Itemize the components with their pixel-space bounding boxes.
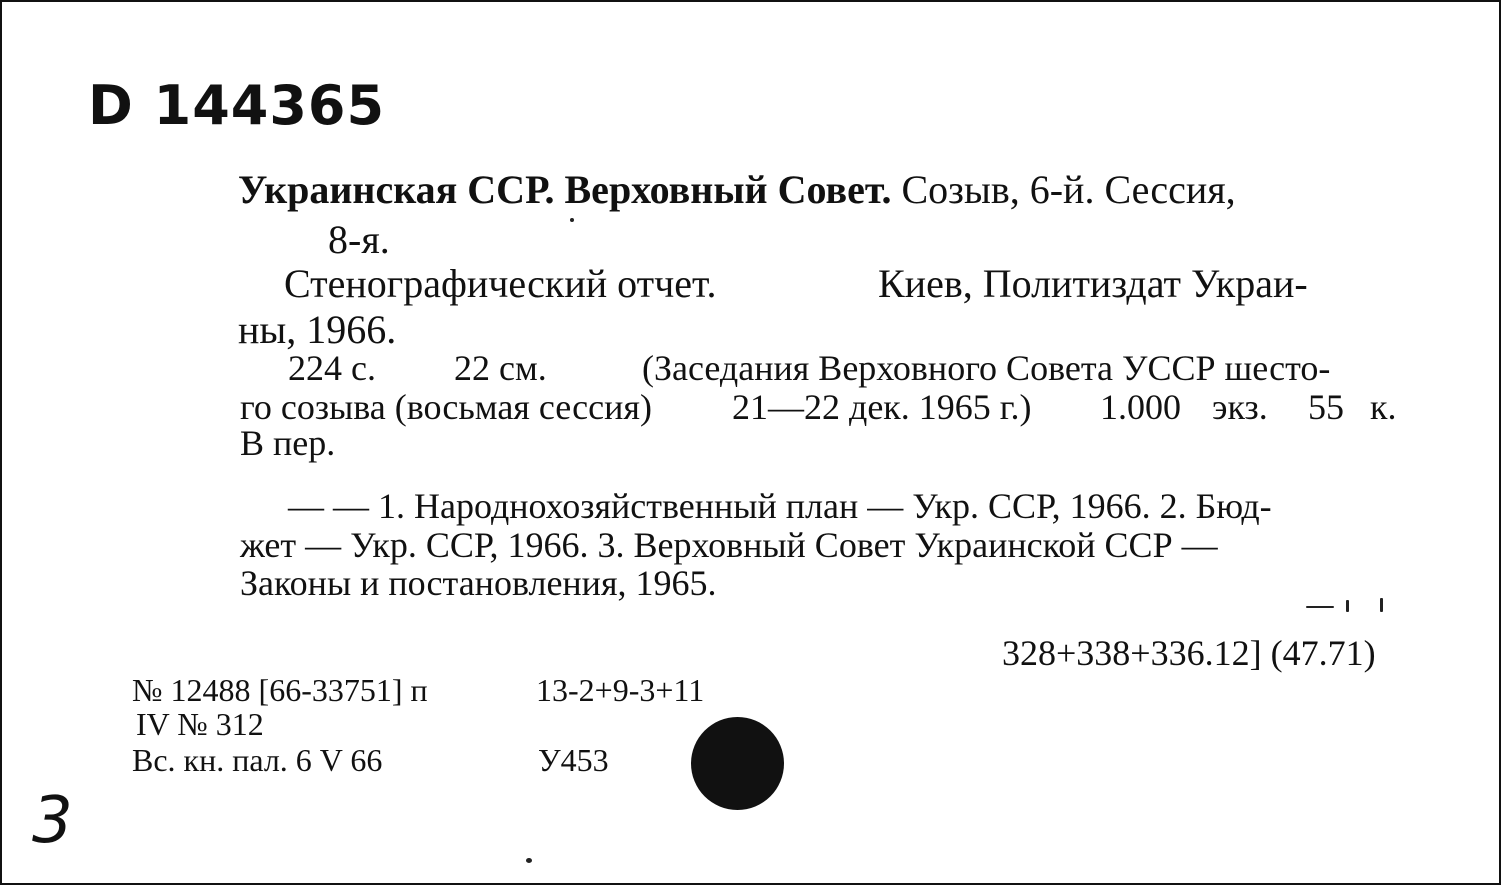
heading-continuation: 8-я. — [328, 217, 390, 262]
classification-index: 328+338+336.12] (47.71) — [1002, 633, 1376, 673]
footer-chamber: Вс. кн. пал. 6 V 66 — [132, 742, 383, 778]
series-note: (Заседания Верховного Совета УССР шесто- — [642, 348, 1331, 388]
speck — [526, 858, 532, 863]
footer-number: IV № 312 — [136, 706, 264, 742]
handwritten-mark: 3 — [32, 784, 74, 858]
punch-hole — [691, 717, 784, 810]
price-unit: к. — [1370, 387, 1397, 427]
heading-session: Созыв, 6-й. Сессия, — [901, 167, 1236, 212]
accession-number: D 144365 — [88, 74, 386, 137]
footer-index: 13-2+9-3+11 — [536, 672, 705, 708]
collation-pages: 224 с. — [288, 348, 376, 388]
price: 55 — [1308, 387, 1344, 427]
session-dates: 21—22 дек. 1965 г.) — [732, 387, 1032, 427]
footer-registration: № 12488 [66-33751] п — [132, 672, 428, 708]
series-note-cont: го созыва (восьмая сессия) — [240, 387, 652, 427]
footer-code: У453 — [538, 742, 609, 778]
heading-author: Украинская ССР. Верховный Совет. — [238, 167, 892, 212]
title-statement: Стенографический отчет. — [284, 261, 717, 306]
speck — [1306, 606, 1334, 608]
print-run-unit: экз. — [1212, 387, 1268, 427]
binding: В пер. — [240, 423, 336, 463]
subject-line-1: — — 1. Народнохозяйственный план — Укр. ССР, 1966. 2. Бюд- — [288, 486, 1272, 526]
subject-line-2: жет — Укр. ССР, 1966. 3. Верховный Совет Украинской ССР — — [240, 525, 1218, 565]
speck — [1346, 600, 1349, 612]
subject-line-3: Законы и постановления, 1965. — [240, 563, 717, 603]
print-run: 1.000 — [1100, 387, 1181, 427]
imprint-place-publisher: Киев, Политиздат Украи- — [878, 261, 1308, 306]
heading-line — [238, 166, 1236, 213]
collation-size: 22 см. — [454, 348, 547, 388]
speck — [570, 218, 574, 222]
imprint-year: ны, 1966. — [238, 307, 397, 352]
speck — [1380, 598, 1383, 612]
